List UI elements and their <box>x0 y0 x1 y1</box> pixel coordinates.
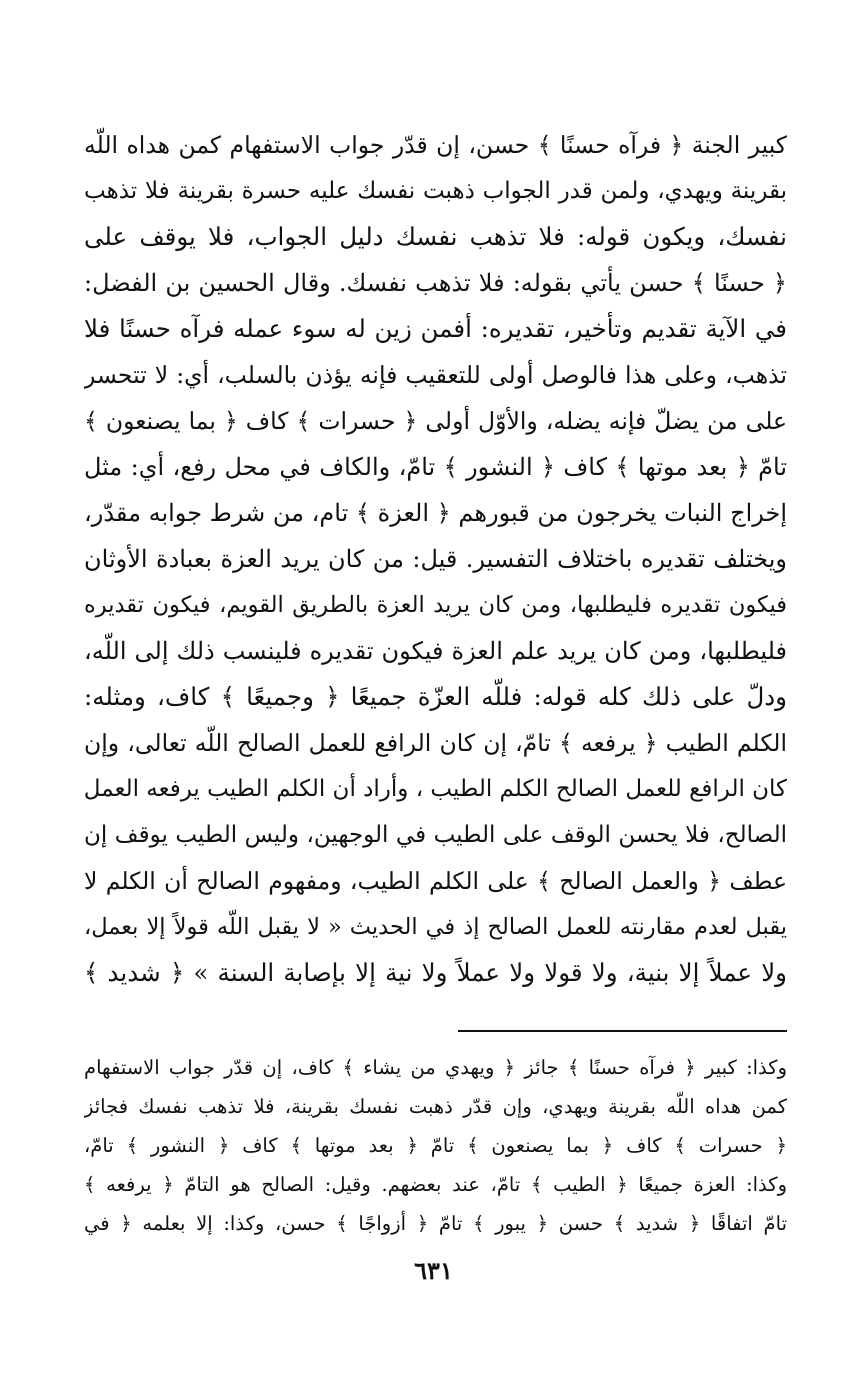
footnote-line: ﴿ حسرات ﴾ كاف ﴿ بما يصنعون ﴾ تامّ ﴿ بعد موتها ﴾ كاف ﴿ النشور ﴾ تامّ، <box>84 1134 787 1157</box>
footnote-line: وكذا: كبير ﴿ فرآه حسنًا ﴾ جائز ﴿ ويهدي من يشاء ﴾ كاف، إن قدّر جواب الاستفهام <box>84 1056 787 1079</box>
text-line: كبير الجنة ﴿ فرآه حسنًا ﴾ حسن، إن قدّر جواب الاستفهام كمن هداه اللّه <box>84 131 787 159</box>
text-line: عطف ﴿ والعمل الصالح ﴾ على الكلم الطيب، ومفهوم الصالح أن الكلم لا <box>84 867 787 895</box>
text-line: الصالح، فلا يحسن الوقف على الطيب في الوجهين، وليس الطيب يوقف إن <box>84 822 787 848</box>
text-line: فليطلبها، ومن كان يريد علم العزة فيكون تقديره فلينسب ذلك إلى اللّه، <box>84 637 787 665</box>
footnote-separator <box>458 1030 787 1032</box>
text-line: نفسك، ويكون قوله: فلا تذهب نفسك دليل الجواب، فلا يوقف على <box>84 222 787 251</box>
text-line: إخراج النبات يخرجون من قبورهم ﴿ العزة ﴾ تام، من شرط جوابه مقدّر، <box>84 499 787 527</box>
text-line: ﴿ حسنًا ﴾ حسن يأتي بقوله: فلا تذهب نفسك. وقال الحسين بن الفضل: <box>84 269 787 297</box>
text-line: في الآية تقديم وتأخير، تقديره: أفمن زين له سوء عمله فرآه حسنًا فلا <box>84 314 787 343</box>
page-number: ٦٣١ <box>414 1256 453 1285</box>
text-line: الكلم الطيب ﴿ يرفعه ﴾ تامّ، إن كان الرافع للعمل الصالح اللّه تعالى، وإن <box>84 729 787 757</box>
text-line: يقبل لعدم مقارنته للعمل الصالح إذ في الحديث « لا يقبل اللّه قولاً إلا بعمل، <box>84 914 787 940</box>
text-line: ودلّ على ذلك كله قوله: فللّه العزّة جميعًا ﴿ وجميعًا ﴾ كاف، ومثله: <box>84 682 787 711</box>
text-line: تذهب، وعلى هذا فالوصل أولى للتعقيب فإنه يؤذن بالسلب، أي: لا تتحسر <box>84 361 787 389</box>
footnote-line: وكذا: العزة جميعًا ﴿ الطيب ﴾ تامّ، عند بعضهم. وقيل: الصالح هو التامّ ﴿ يرفعه ﴾ <box>84 1173 787 1196</box>
text-line: بقرينة ويهدي، ولمن قدر الجواب ذهبت نفسك عليه حسرة بقرينة فلا تذهب <box>84 178 787 204</box>
footnote-line: كمن هداه اللّه بقرينة ويهدي، وإن قدّر ذهبت نفسك بقرينة، فلا تذهب نفسك فجائز <box>84 1095 787 1118</box>
text-line: ويختلف تقديره باختلاف التفسير. قيل: من كان يريد العزة بعبادة الأوثان <box>84 545 787 573</box>
text-line: فيكون تقديره فليطلبها، ومن كان يريد العزة بالطريق القويم، فيكون تقديره <box>84 592 787 618</box>
main-text <box>84 122 787 996</box>
footnotes <box>84 1048 787 1243</box>
text-line: كان الرافع للعمل الصالح الكلم الطيب ، وأراد أن الكلم الطيب يرفعه العمل <box>84 776 787 802</box>
text-line: ولا عملاً إلا بنية، ولا قولا ولا عملاً ولا نية إلا بإصابة السنة » ﴿ شديد ﴾ <box>84 958 787 987</box>
text-line: على من يضلّ فإنه يضله، والأوّل أولى ﴿ حسرات ﴾ كاف ﴿ بما يصنعون ﴾ <box>84 407 787 435</box>
text-line: تامّ ﴿ بعد موتها ﴾ كاف ﴿ النشور ﴾ تامّ، والكاف في محل رفع، أي: مثل <box>84 453 787 481</box>
footnote-line: تامّ اتفاقًا ﴿ شديد ﴾ حسن ﴿ يبور ﴾ تامّ ﴿ أزواجًا ﴾ حسن، وكذا: إلا بعلمه ﴿ في <box>84 1212 787 1235</box>
